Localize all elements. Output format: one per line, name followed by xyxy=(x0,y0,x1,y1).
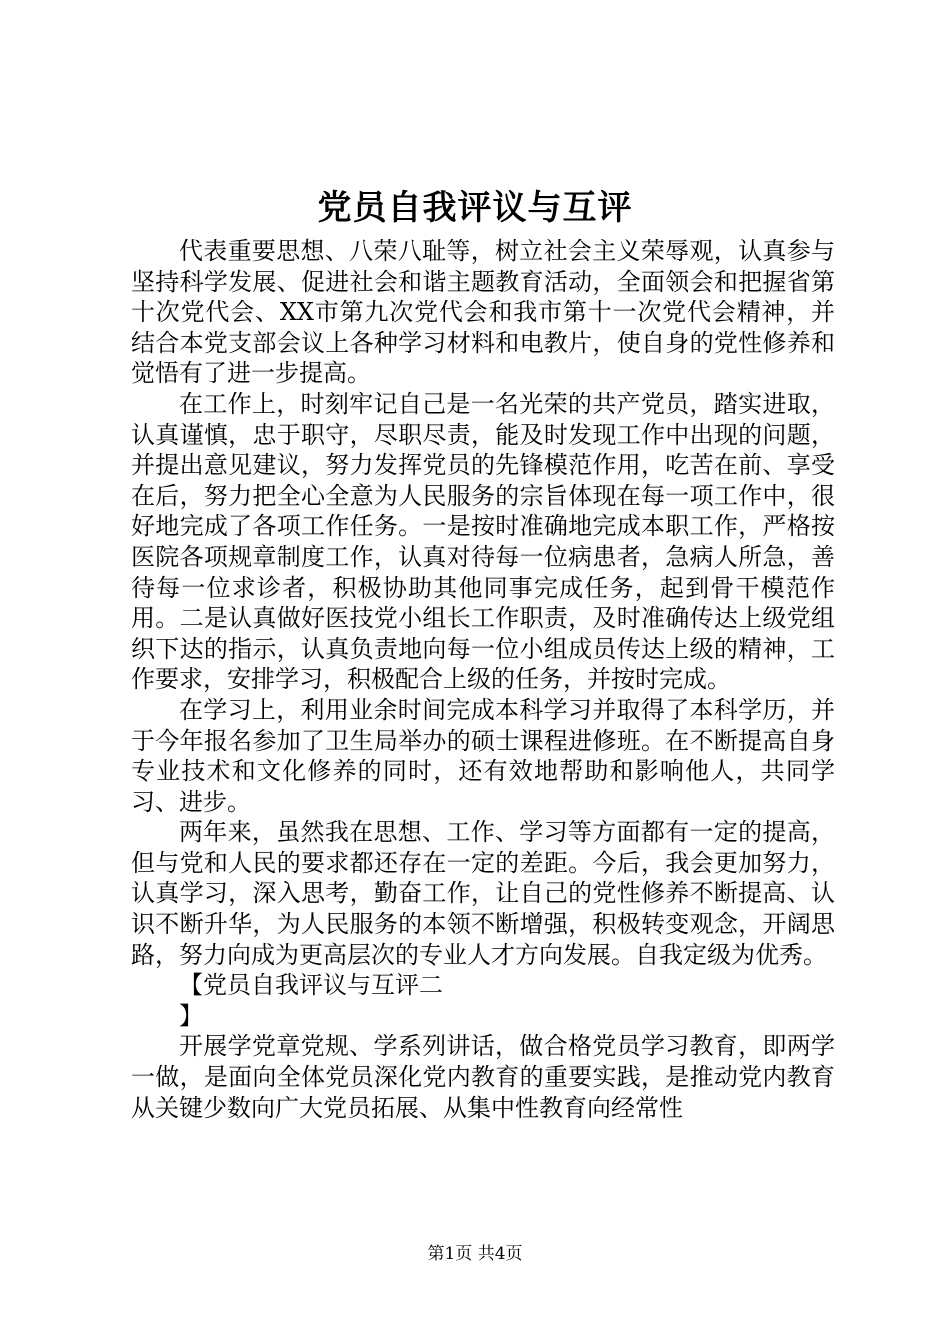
paragraph: 开展学党章党规、学系列讲话，做合格党员学习教育，即两学一做，是面向全体党员深化党内教育的重要实践，是推动党内教育从关键少数向广大党员拓展、从集中性教育向经常性 xyxy=(131,1032,835,1122)
page-footer: 第1页 共4页 xyxy=(427,1244,523,1264)
paragraph: 在工作上，时刻牢记自己是一名光荣的共产党员，踏实进取，认真谨慎，忠于职守，尽职尽责，能及时发现工作中出现的问题，并提出意见建议，努力发挥党员的先锋模范作用，吃苦在前、享受在后，努力把全心全意为人民服务的宗旨体现在每一项工作中，很好地完成了各项工作任务。一是按时准确地完成本职工作，严格按医院各项规章制度工作，认真对待每一位病患者，急病人所急，善待每一位求诊者，积极协助其他同事完成任务，起到骨干模范作用。二是认真做好医技党小组长工作职责，及时准确传达上级党组织下达的指示，认真负责地向每一位小组成员传达上级的精神，工作要求，安排学习，积极配合上级的任务，并按时完成。 xyxy=(131,389,835,694)
paragraph: 代表重要思想、八荣八耻等，树立社会主义荣辱观，认真参与坚持科学发展、促进社会和谐主题教育活动，全面领会和把握省第十次党代会、XX市第九次党代会和我市第十一次党代会精神，并结合本党支部会议上各种学习材料和电教片，使自身的党性修养和觉悟有了进一步提高。 xyxy=(131,237,835,388)
paragraph: 在学习上，利用业余时间完成本科学习并取得了本科学历，并于今年报名参加了卫生局举办的硕士课程进修班。在不断提高自身专业技术和文化修养的同时，还有效地帮助和影响他人，共同学习、进步。 xyxy=(131,695,835,816)
document-body xyxy=(131,236,835,1123)
page-title: 党员自我评议与互评 xyxy=(317,188,633,228)
paragraph: 两年来，虽然我在思想、工作、学习等方面都有一定的提高，但与党和人民的要求都还存在一定的差距。今后，我会更加努力，认真学习，深入思考，勤奋工作，让自己的党性修养不断提高、认识不断升华，为人民服务的本领不断增强，积极转变观念，开阔思路，努力向成为更高层次的专业人才方向发展。自我定级为优秀。 xyxy=(131,818,835,969)
section-heading: 【党员自我评议与互评二 xyxy=(179,971,443,1000)
section-heading-bracket: 】 xyxy=(179,1001,203,1030)
